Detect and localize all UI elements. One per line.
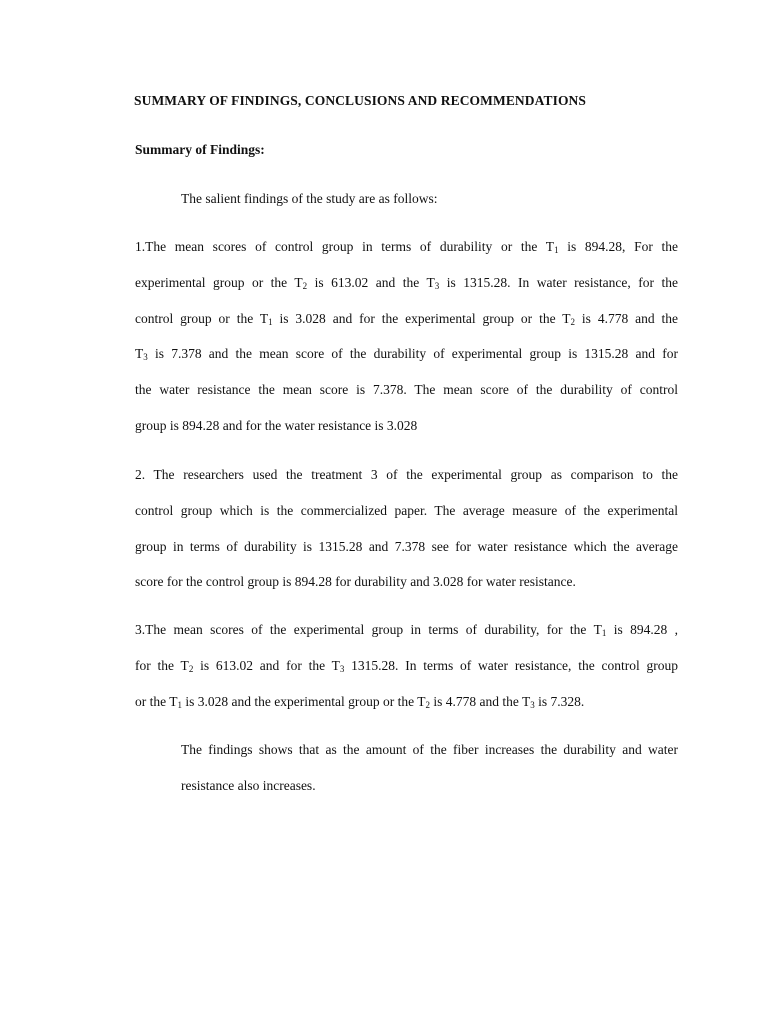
subscript: 1 — [177, 699, 182, 710]
finding-2-paragraph — [135, 457, 678, 600]
subscript: 3 — [434, 280, 440, 291]
finding-3-line-2: for the $T_2$ is 613.02 and for the $T_3$ 1315.28. In terms of water resistance, the control group — [135, 657, 678, 674]
subscript: 3 — [143, 352, 148, 363]
finding-2-line-3: group in terms of durability is 1315.28 and 7.378 see for water resistance which the average — [135, 538, 678, 554]
section-heading: Summary of Findings: — [135, 142, 265, 157]
finding-1-line-6: group is 894.28 and for the water resistance is 3.028 — [135, 417, 418, 433]
finding-3-paragraph — [135, 612, 678, 719]
subscript: 2 — [425, 699, 430, 710]
subscript: 2 — [570, 316, 575, 327]
finding-2-line-4: score for the control group is 894.28 for durability and 3.028 for water resistance. — [135, 574, 576, 590]
page-title: SUMMARY OF FINDINGS, CONCLUSIONS AND RECOMMENDATIONS — [134, 93, 586, 108]
finding-1-paragraph — [135, 229, 678, 444]
finding-1-line-1: 1.The mean scores of control group in terms of durability or the $T_1$ is 894.28, For the — [135, 239, 678, 255]
subscript: 3 — [530, 699, 535, 710]
finding-1-line-2: experimental group or the $T_2$ is 613.02 and the $T_3$ is 1315.28. In water resistance, for the — [135, 274, 678, 291]
conclusion-line-2: resistance also increases. — [181, 777, 316, 793]
subscript: 3 — [339, 663, 345, 674]
subscript: 1 — [554, 245, 559, 255]
finding-1-line-5: the water resistance the mean score is 7.378. The mean score of the durability of control — [135, 382, 678, 398]
conclusion-line-1: The findings shows that as the amount of the fiber increases the durability and water — [181, 742, 678, 757]
finding-2-line-1: 2. The researchers used the treatment 3 of the experimental group as comparison to the — [135, 467, 678, 482]
intro-paragraph: The salient findings of the study are as follows: — [181, 191, 438, 206]
subscript: 2 — [188, 663, 194, 674]
conclusion-paragraph — [135, 732, 678, 804]
subscript: 2 — [302, 280, 308, 291]
finding-3-line-1: 3.The mean scores of the experimental group in terms of durability, for the $T_1$ is 894.28 , — [135, 622, 679, 638]
finding-2-line-2: control group which is the commercialized paper. The average measure of the experimental — [135, 502, 678, 518]
subscript: 1 — [268, 316, 273, 327]
finding-3-line-3: or the $T_1$ is 3.028 and the experimental group or the $T_2$ is 4.778 and the $T_3$ is 7.328. — [135, 693, 585, 710]
finding-1-line-3: control group or the $T_1$ is 3.028 and for the experimental group or the $T_2$ is 4.778 and the — [135, 310, 678, 327]
subscript: 1 — [601, 628, 607, 638]
finding-1-line-4: $T_3$ is 7.378 and the mean score of the durability of experimental group is 1315.28 and for — [135, 346, 678, 363]
